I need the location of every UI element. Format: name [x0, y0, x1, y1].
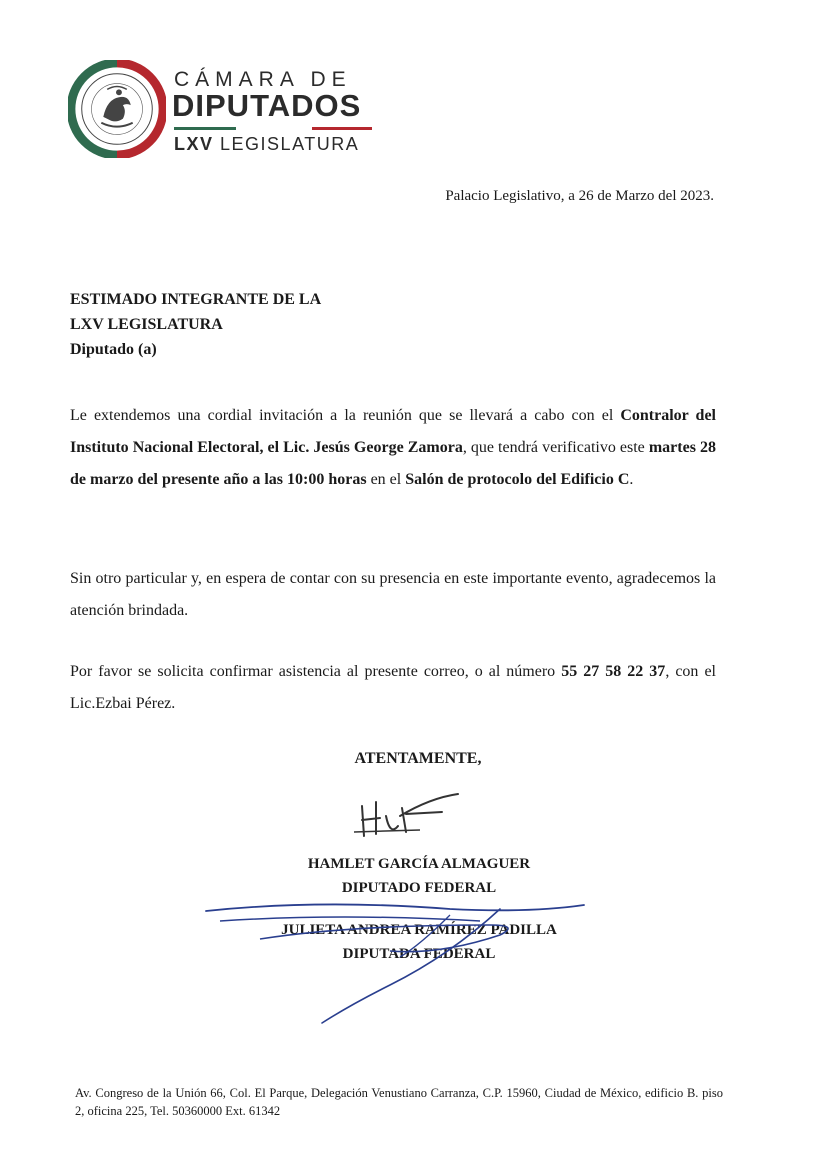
letter-date: Palacio Legislativo, a 26 de Marzo del 2023. [445, 188, 714, 204]
p1-contralor: Contralor del Instituto Nacional Electoral, el Lic. Jesús George Zamora [70, 407, 717, 456]
addressee-line3: Diputado (a) [70, 341, 157, 358]
addressee-line2: LXV LEGISLATURA [70, 316, 223, 333]
p1-text-a: Le extendemos una cordial invitación a la reunión que se llevará a cabo con el [70, 407, 614, 424]
rsvp-paragraph [70, 656, 716, 720]
signature-hamlet [350, 786, 470, 846]
addressee-block [70, 287, 321, 362]
logo-legislatura-word: LEGISLATURA [220, 134, 360, 154]
logo-top-text: CÁMARA DE [174, 68, 352, 91]
logo-color-bars [174, 127, 372, 130]
red-bar [312, 127, 372, 130]
signature-julieta [200, 895, 600, 1030]
closing-salutation: ATENTAMENTE, [354, 750, 482, 767]
logo-main-text: DIPUTADOS [172, 88, 362, 123]
rsvp-phone: 55 27 58 22 37 [561, 663, 666, 680]
green-bar [174, 127, 236, 130]
p1-text-c: , que tendrá verificativo este [462, 439, 645, 456]
p3-text-a: Por favor se solicita confirmar asistencia al presente correo, o al número [70, 663, 556, 680]
signer-hamlet [0, 852, 828, 900]
signer1-title: DIPUTADO FEDERAL [341, 880, 497, 896]
p1-period: . [629, 471, 634, 488]
p1-venue: Salón de protocolo del Edificio C [405, 471, 630, 488]
seal-icon [68, 60, 166, 158]
p1-datetime: martes 28 de marzo del presente año a las 10:00 horas [70, 439, 716, 488]
camara-logo [68, 58, 388, 168]
p1-text-e: en el [370, 471, 402, 488]
addressee-line1: ESTIMADO INTEGRANTE DE LA [70, 291, 322, 308]
footer-address: Av. Congreso de la Unión 66, Col. El Parque, Delegación Venustiano Carranza, C.P. 15960, Ciudad de México, edificio B. piso 2, oficina 225, Tel. 50360000 Ext. 61342 [75, 1086, 723, 1118]
signer1-name: HAMLET GARCÍA ALMAGUER [307, 856, 531, 872]
p3-text-c: , con el Lic.Ezbai Pérez. [70, 663, 717, 712]
closing-paragraph: Sin otro particular y, en espera de contar con su presencia en este importante evento, agradecemos la atención brindada. [70, 570, 716, 619]
signer2-title: DIPUTADA FEDERAL [342, 946, 496, 962]
logo-legislatura [174, 134, 359, 155]
signer2-name: JULIETA ANDREA RAMÍREZ PADILLA [281, 922, 557, 938]
logo-lxv: LXV [174, 134, 214, 154]
invitation-paragraph [70, 400, 716, 496]
